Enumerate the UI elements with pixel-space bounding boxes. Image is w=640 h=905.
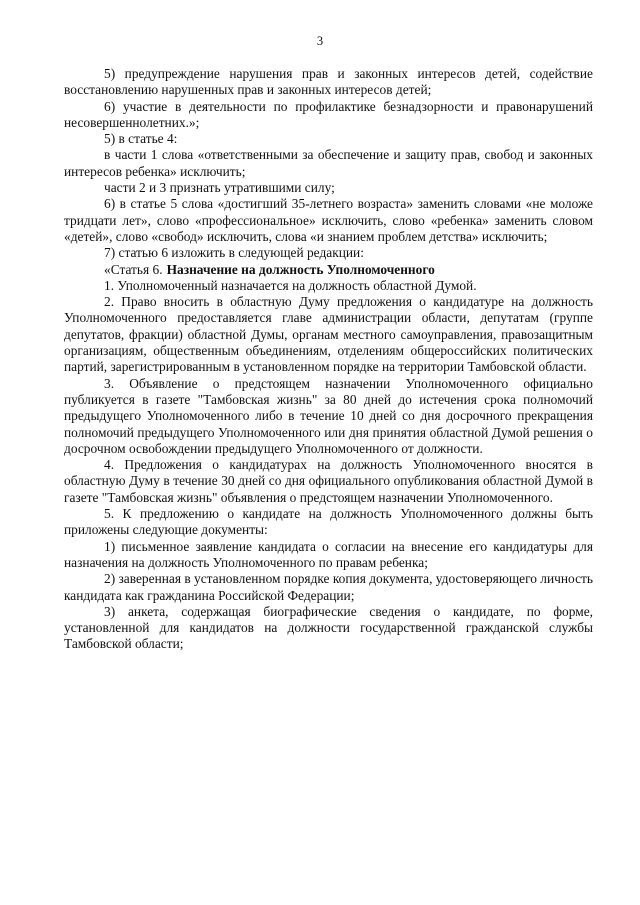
paragraph-amend-6: 6) в статье 5 слова «достигший 35-летнего возраста» заменить словами «не моложе тридцати лет», слово «профессиональное» исключить, слово «ребенка» заменить словом «детей», слово «свобод» исключить, слова «и знанием проблем детства» исключить; bbox=[64, 196, 593, 244]
paragraph-item-6: 6) участие в деятельности по профилактике безнадзорности и правонарушений несовершеннолетних.»; bbox=[64, 98, 593, 130]
article-heading bbox=[64, 262, 593, 278]
paragraph-part-1: в части 1 слова «ответственными за обеспечение и защиту прав, свобод и законных интересов ребенка» исключить; bbox=[64, 147, 593, 179]
page-number: 3 bbox=[316, 34, 324, 48]
article-heading-title: Назначение на должность Уполномоченного bbox=[166, 261, 435, 277]
article-paragraph-5: 5. К предложению о кандидате на должность Уполномоченного должны быть приложены следующие документы: bbox=[64, 506, 593, 538]
article-paragraph-1: 1. Уполномоченный назначается на должность областной Думой. bbox=[104, 277, 477, 293]
paragraph-amend-7: 7) статью 6 изложить в следующей редакции: bbox=[104, 245, 364, 261]
article-subitem-2: 2) заверенная в установленном порядке копия документа, удостоверяющего личность кандидата как гражданина Российской Федерации; bbox=[64, 571, 593, 603]
article-subitem-1: 1) письменное заявление кандидата о согласии на внесение его кандидатуры для назначения на должность Уполномоченного по правам ребенка; bbox=[64, 538, 593, 570]
document-body bbox=[64, 66, 593, 653]
article-subitem-3: 3) анкета, содержащая биографические сведения о кандидате, по форме, установленной для кандидатов на должности государственной гражданской службы Тамбовской области; bbox=[64, 603, 593, 652]
article-paragraph-4: 4. Предложения о кандидатурах на должность Уполномоченного вносятся в областную Думу в течение 30 дней со дня официального опубликования областной Думой в газете "Тамбовская жизнь" объявления о предстоящем назначении Уполномоченного. bbox=[64, 457, 593, 505]
article-paragraph-2: 2. Право вносить в областную Думу предложения о кандидатуре на должность Уполномоченного предоставляется главе администрации области, депутатам (группе депутатов, фракции) областной Думы, органам местного самоуправления, правозащитным организациям, общественным объединениям, отделениям общероссийских политических партий, зарегистрированным в установленном порядке на территории Тамбовской области. bbox=[64, 294, 593, 375]
paragraph-parts-2-3: части 2 и 3 признать утратившими силу; bbox=[104, 180, 335, 196]
article-paragraph-3: 3. Объявление о предстоящем назначении Уполномоченного официально публикуется в газете "Тамбовская жизнь" за 80 дней до истечения срока полномочий предыдущего Уполномоченного либо в течение 10 дней со дня досрочного прекращения полномочий предыдущего Уполномоченного или дня принятия областной Думой решения о досрочном освобождении предыдущего Уполномоченного от должности. bbox=[64, 375, 593, 456]
article-heading-prefix: «Статья 6. bbox=[104, 261, 163, 277]
paragraph-amend-5: 5) в статье 4: bbox=[104, 131, 178, 147]
paragraph-item-5: 5) предупреждение нарушения прав и законных интересов детей, содействие восстановлению нарушенных прав и законных интересов детей; bbox=[64, 66, 593, 98]
